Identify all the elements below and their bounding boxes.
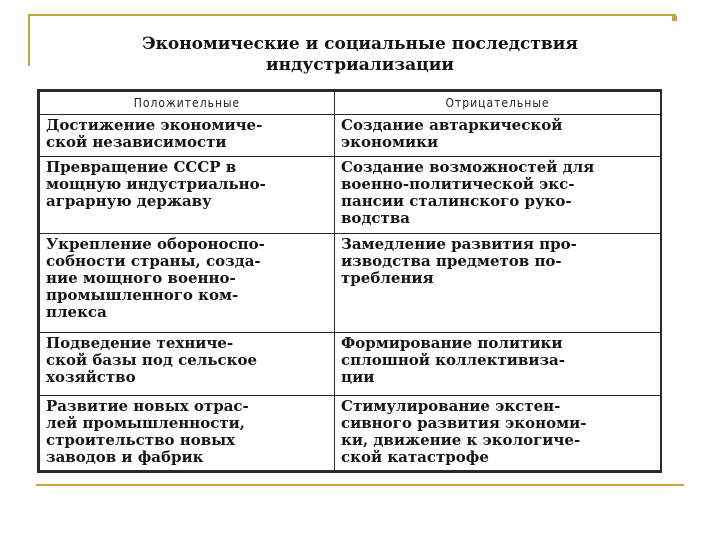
- slide-frame-top-line: [28, 14, 676, 16]
- header-positive: Положительные: [40, 92, 335, 115]
- table-row: [40, 395, 661, 470]
- table-row: [40, 115, 661, 157]
- table-row: [40, 332, 661, 395]
- cell-positive: Превращение СССР в мощную индустриально- аграрную державу: [40, 156, 335, 233]
- cell-positive: Подведение техниче- ской базы под сельское хозяйство: [40, 332, 335, 395]
- slide-frame-left-line: [28, 14, 30, 66]
- table-header-row: [40, 92, 661, 115]
- page-title-line-2: индустриализации: [266, 55, 454, 75]
- page-title-line-1: Экономические и социальные последствия: [142, 34, 578, 54]
- cell-positive: Развитие новых отрас- лей промышленности, строительство новых заводов и фабрик: [40, 395, 335, 470]
- consequences-table: [37, 89, 662, 473]
- cell-negative: Формирование политики сплошной коллективиза- ции: [335, 332, 661, 395]
- cell-negative: Замедление развития про- изводства предметов по- требления: [335, 234, 661, 332]
- slide-frame-corner: [672, 16, 677, 21]
- cell-positive: Укрепление обороноспо- собности страны, созда- ние мощного военно- промышленного ком- плекса: [40, 234, 335, 332]
- header-negative: Отрицательные: [335, 92, 661, 115]
- page-title: [40, 34, 680, 76]
- cell-negative: Создание возможностей для военно-политической экс- пансии сталинского руко- водства: [335, 156, 661, 233]
- table-row: [40, 234, 661, 332]
- cell-negative: Стимулирование экстен- сивного развития экономи- ки, движение к экологиче- ской катастрофе: [335, 395, 661, 470]
- cell-positive: Достижение экономиче- ской независимости: [40, 115, 335, 157]
- slide-frame-bottom-line: [36, 484, 684, 486]
- table-row: [40, 156, 661, 233]
- cell-negative: Создание автаркической экономики: [335, 115, 661, 157]
